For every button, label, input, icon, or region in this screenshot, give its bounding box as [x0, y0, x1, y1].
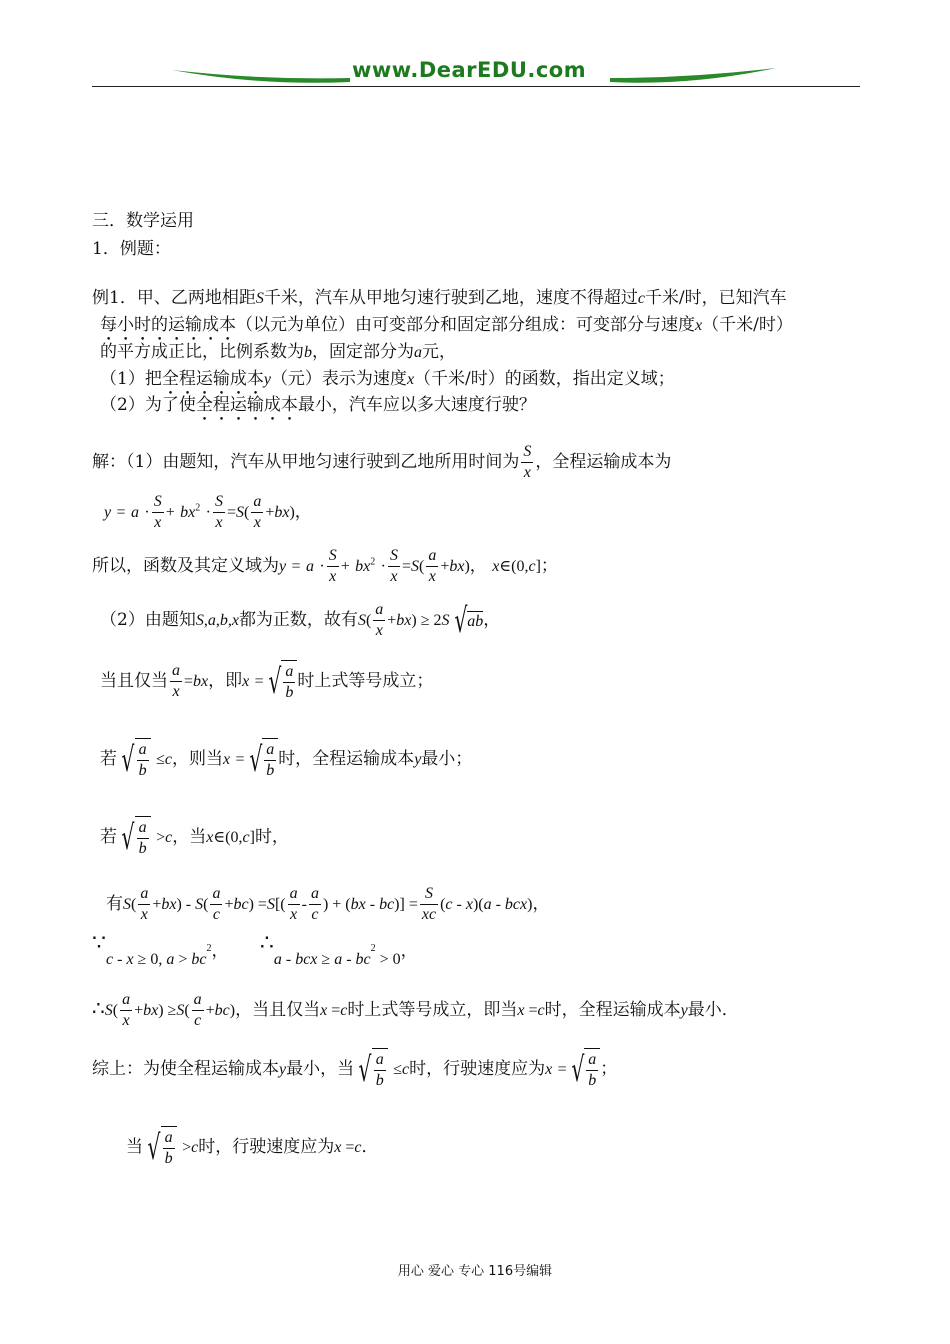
- summary-line-1: 综上：为使全程运输成本y最小，当 √ $\frac{a}{b}$ ≤c时，行驶速度应为x = √ $\frac{a}{b}$ ；: [92, 1049, 618, 1090]
- site-logo-text: www.DearEDU.com: [352, 58, 587, 82]
- cost-function-formula: y = a · $\frac{S}{x}$ + $bx^2$ · $\frac{S}{x}$ =S( $\frac{a}{x}$ +bx)，: [104, 493, 312, 531]
- question-1: （1）把全程运输成本y（元）表示为速度x（千米/时）的函数，指出定义域；: [100, 369, 675, 389]
- because-line: ∵c - x ≥ 0, $a > bc^2$， ∴a - bcx ≥ $a - bc^2 > 0$，: [92, 930, 418, 968]
- case-1-line: 若 √ $\frac{a}{b}$ ≤c，则当x = √ $\frac{a}{b}$ 时，全程运输成本y最小；: [100, 739, 473, 780]
- problem-line-3: 的平方成正比，比例系数为b，固定部分为a元，: [100, 342, 456, 362]
- case-2-line: 若 √ $\frac{a}{b}$ >c，当x∈(0,c]时，: [100, 817, 289, 858]
- solution-line-1: 解：（1）由题知，汽车从甲地匀速行驶到乙地所用时间为 $\frac{S}{x}$ ，全程运输成本为: [92, 443, 672, 481]
- left-swoosh: [172, 70, 350, 83]
- equality-condition: 当且仅当 $\frac{a}{x}$ =bx，即x = √ $\frac{a}{b}$ 时上式等号成立；: [100, 661, 434, 702]
- section-title: 三．数学运用: [92, 211, 194, 231]
- subsection-title: 1．例题：: [92, 239, 171, 259]
- summary-line-2: 当 √ $\frac{a}{b}$ >c时，行驶速度应为x =c．: [126, 1127, 379, 1168]
- right-swoosh: [610, 68, 776, 83]
- problem-line-1: 例1．甲、乙两地相距S千米，汽车从甲地匀速行驶到乙地，速度不得超过c千米/时，已知汽车: [92, 288, 787, 308]
- header-rule: [92, 86, 860, 87]
- domain-line: 所以，函数及其定义域为y = a · $\frac{S}{x}$ + $bx^2$ · $\frac{S}{x}$ =S( $\frac{a}{x}$ +bx)， x∈(0,c]；: [92, 547, 558, 585]
- amgm-line: （2）由题知S,a,b,x都为正数，故有S( $\frac{a}{x}$ +bx) ≥ 2S √ab，: [100, 600, 501, 641]
- problem-line-2: 每小时的运输成本（以元为单位）由可变部分和固定部分组成：可变部分与速度x（千米/时）: [100, 315, 793, 335]
- conclusion-line: ∴S( $\frac{a}{x}$ +bx) ≥S( $\frac{a}{c}$ +bc)，当且仅当x =c时上式等号成立，即当x =c时，全程运输成本y最小．: [92, 991, 739, 1029]
- question-2: （2）为了使全程运输成本最小，汽车应以多大速度行驶？: [100, 395, 536, 415]
- page-footer: 用心 爱心 专心 116号编辑: [397, 1264, 553, 1279]
- difference-formula: 有S( $\frac{a}{x}$ +bx) - S( $\frac{a}{c}$ +bc) =S[( $\frac{a}{x}$ - $\frac{a}{c}$ ) + (bx - bc)] = $\frac{S}{xc}$ (c - x)(a - bcx)，: [106, 885, 550, 923]
